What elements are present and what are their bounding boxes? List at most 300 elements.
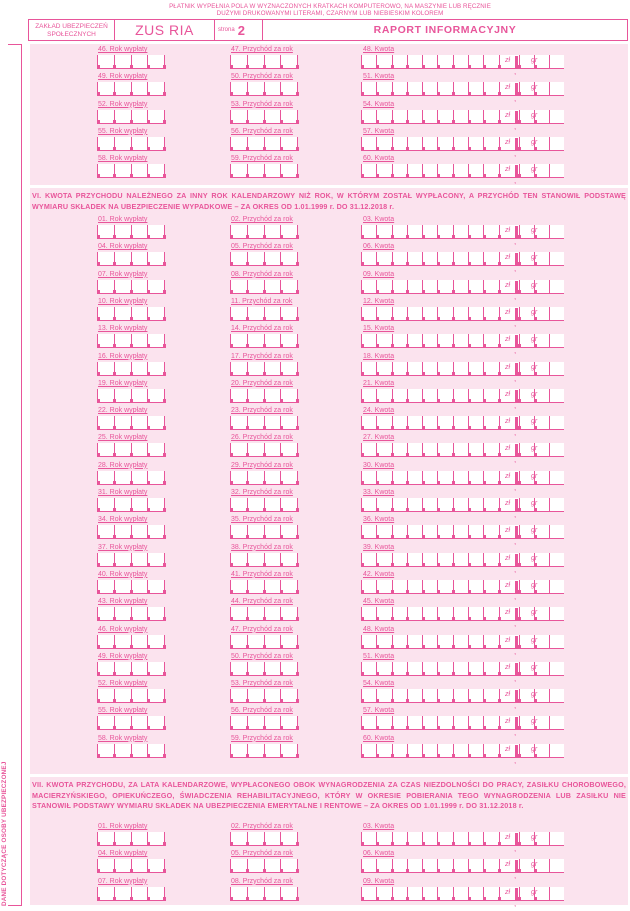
zl-digit-box <box>422 307 437 320</box>
zl-digit-box <box>361 334 376 347</box>
year-field[interactable] <box>97 82 165 96</box>
year-field[interactable] <box>97 252 165 266</box>
zl-digit-box <box>468 744 483 757</box>
digit-box <box>97 280 114 293</box>
zl-digit-box <box>407 280 422 293</box>
digit-box <box>247 82 264 95</box>
digit-box <box>147 832 165 845</box>
gr-label: gr <box>531 472 538 480</box>
digit-box <box>147 689 165 702</box>
zl-digit-box <box>468 498 483 511</box>
income-label: 47. Przychód za rok <box>231 46 293 53</box>
zl-digit-box <box>407 553 422 566</box>
digit-box <box>264 859 281 872</box>
field-row <box>0 462 630 489</box>
year-field[interactable] <box>97 859 165 873</box>
zl-digit-box <box>361 164 376 177</box>
zl-digit-box <box>483 225 498 238</box>
digit-box <box>230 82 247 95</box>
income-year-field[interactable] <box>230 362 298 376</box>
digit-box <box>114 859 131 872</box>
income-year-field[interactable] <box>230 662 298 676</box>
year-label: 55. Rok wypłaty <box>98 707 148 715</box>
digit-box <box>114 498 131 511</box>
digit-box <box>230 334 247 347</box>
amount-label: 21. Kwota <box>363 379 395 387</box>
zl-digit-box <box>453 389 468 402</box>
zl-digit-box <box>468 471 483 484</box>
gr-label: gr <box>531 138 538 146</box>
year-label: 49. Rok wypłaty <box>98 73 148 81</box>
digit-box <box>147 307 165 320</box>
zl-digit-box <box>483 744 498 757</box>
zl-label: zł <box>505 527 511 535</box>
digit-box <box>131 744 148 757</box>
digit-box <box>280 252 298 265</box>
income-year-field[interactable] <box>230 832 298 846</box>
digit-box <box>97 55 114 68</box>
year-label: 31. Rok wypłaty <box>98 489 148 496</box>
zl-digit-box <box>392 471 407 484</box>
income-label: 53. Przychód za rok <box>231 100 293 108</box>
digit-box <box>114 607 131 620</box>
amount-field[interactable] <box>361 362 564 376</box>
income-year-field[interactable] <box>230 689 298 703</box>
income-year-field[interactable] <box>230 225 298 239</box>
zl-digit-box <box>483 471 498 484</box>
digit-box <box>114 471 131 484</box>
year-field[interactable] <box>97 498 165 512</box>
digit-box <box>114 225 131 238</box>
digit-box <box>131 362 148 375</box>
digit-box <box>131 525 148 538</box>
amount-field[interactable] <box>361 443 564 457</box>
year-field[interactable] <box>97 832 165 846</box>
year-field[interactable] <box>97 662 165 676</box>
income-year-field[interactable] <box>230 443 298 457</box>
digit-box <box>230 443 247 456</box>
amount-field[interactable] <box>361 416 564 430</box>
digit-box <box>131 887 148 900</box>
zl-digit-box <box>453 137 468 150</box>
year-field[interactable] <box>97 110 165 124</box>
income-year-field[interactable] <box>230 82 298 96</box>
amount-field[interactable] <box>361 859 564 873</box>
income-label: 11. Przychód za rok <box>231 297 293 305</box>
field-row <box>0 407 630 434</box>
digit-box <box>230 744 247 757</box>
zl-digit-box <box>407 334 422 347</box>
income-label: 59. Przychód za rok <box>231 734 293 742</box>
digit-box <box>97 607 114 620</box>
digit-box <box>264 832 281 845</box>
zl-digit-box <box>422 689 437 702</box>
year-field[interactable] <box>97 225 165 239</box>
zl-digit-box <box>453 635 468 648</box>
year-field[interactable] <box>97 635 165 649</box>
income-year-field[interactable] <box>230 55 298 69</box>
year-field[interactable] <box>97 716 165 730</box>
zl-digit-box <box>453 498 468 511</box>
year-label: 01. Rok wypłaty <box>98 823 148 830</box>
income-year-field[interactable] <box>230 635 298 649</box>
year-field[interactable] <box>97 607 165 621</box>
amount-field[interactable] <box>361 689 564 703</box>
digit-box <box>147 334 165 347</box>
digit-box <box>114 553 131 566</box>
zl-digit-box <box>376 744 391 757</box>
income-year-field[interactable] <box>230 252 298 266</box>
zl-digit-box <box>468 662 483 675</box>
year-field[interactable] <box>97 307 165 321</box>
digit-box <box>131 137 148 150</box>
amount-field[interactable] <box>361 744 564 758</box>
zl-label: zł <box>505 888 511 896</box>
year-field[interactable] <box>97 443 165 457</box>
income-year-field[interactable] <box>230 137 298 151</box>
year-label: 58. Rok wypłaty <box>98 155 148 163</box>
income-year-field[interactable] <box>230 280 298 294</box>
digit-box <box>230 832 247 845</box>
zl-digit-box <box>392 225 407 238</box>
year-field[interactable] <box>97 887 165 901</box>
gr-label: gr <box>531 84 538 92</box>
zl-label: zł <box>505 84 511 92</box>
income-year-field[interactable] <box>230 471 298 485</box>
digit-box <box>131 607 148 620</box>
digit-box <box>264 82 281 95</box>
digit-box <box>264 498 281 511</box>
zl-digit-box <box>468 716 483 729</box>
zl-digit-box <box>437 389 452 402</box>
digit-box <box>247 689 264 702</box>
digit-box <box>264 443 281 456</box>
digit-box <box>280 137 298 150</box>
digit-box <box>147 389 165 402</box>
income-year-field[interactable] <box>230 553 298 567</box>
digit-box <box>264 389 281 402</box>
income-year-field[interactable] <box>230 887 298 901</box>
zl-digit-box <box>437 55 452 68</box>
zl-digit-box <box>453 859 468 872</box>
year-field[interactable] <box>97 689 165 703</box>
field-row <box>0 598 630 625</box>
digit-box <box>114 443 131 456</box>
digit-box <box>280 389 298 402</box>
digit-box <box>97 887 114 900</box>
amount-field[interactable] <box>361 662 564 676</box>
zl-digit-box <box>483 55 498 68</box>
zl-digit-box <box>392 832 407 845</box>
income-label: 32. Przychód za rok <box>231 489 293 496</box>
zl-digit-box <box>392 716 407 729</box>
year-field[interactable] <box>97 280 165 294</box>
zl-digit-box <box>361 607 376 620</box>
form-header <box>28 19 628 41</box>
gr-label: gr <box>531 888 538 896</box>
year-field[interactable] <box>97 334 165 348</box>
digit-box <box>230 498 247 511</box>
gr-label: gr <box>531 834 538 841</box>
year-field[interactable] <box>97 137 165 151</box>
income-year-field[interactable] <box>230 607 298 621</box>
year-field[interactable] <box>97 389 165 403</box>
digit-box <box>114 580 131 593</box>
digit-box <box>147 362 165 375</box>
zl-digit-box <box>468 82 483 95</box>
zl-digit-box <box>437 832 452 845</box>
zl-digit-box <box>453 471 468 484</box>
amount-field[interactable] <box>361 82 564 96</box>
amount-field[interactable] <box>361 307 564 321</box>
income-year-field[interactable] <box>230 416 298 430</box>
zl-digit-box <box>453 744 468 757</box>
amount-field[interactable] <box>361 137 564 151</box>
income-label: 56. Przychód za rok <box>231 707 293 715</box>
zl-label: zł <box>505 718 511 726</box>
amount-label: 51. Kwota <box>363 652 395 660</box>
amount-field[interactable] <box>361 887 564 901</box>
digit-box <box>131 280 148 293</box>
amount-field[interactable] <box>361 553 564 567</box>
income-year-field[interactable] <box>230 744 298 758</box>
field-row <box>0 653 630 680</box>
income-year-field[interactable] <box>230 307 298 321</box>
year-label: 46. Rok wypłaty <box>98 625 148 633</box>
digit-box <box>280 744 298 757</box>
digit-box <box>114 307 131 320</box>
amount-field[interactable] <box>361 164 564 178</box>
field-row <box>0 298 630 325</box>
zl-digit-box <box>483 580 498 593</box>
zl-digit-box <box>422 416 437 429</box>
zl-digit-box <box>483 252 498 265</box>
amount-field[interactable] <box>361 832 564 846</box>
zl-digit-box <box>361 225 376 238</box>
zl-digit-box <box>407 832 422 845</box>
digit-box <box>230 164 247 177</box>
zl-digit-box <box>376 887 391 900</box>
income-label: 29. Przychód za rok <box>231 461 293 469</box>
amount-label: 27. Kwota <box>363 434 395 442</box>
zl-digit-box <box>422 110 437 123</box>
section-6-title: VI. KWOTA PRZYCHODU NALEŻNEGO ZA INNY ROK KALENDARZOWY NIŻ ROK, W KTÓRYM ZOSTAŁ WYPŁACONY, A PRZYCHÓD TEN STANOWIŁ PODSTAWĘ WYMIARU SKŁADEK NA UBEZPIECZENIE WYPADKOWE – ZA OKRES OD 1.01.1999 r. DO 31.12.2018 r. <box>32 191 626 211</box>
income-year-field[interactable] <box>230 716 298 730</box>
zl-digit-box <box>376 334 391 347</box>
digit-box <box>114 832 131 845</box>
zl-digit-box <box>468 580 483 593</box>
digit-box <box>230 307 247 320</box>
year-field[interactable] <box>97 471 165 485</box>
zl-digit-box <box>407 635 422 648</box>
digit-box <box>280 82 298 95</box>
amount-field[interactable] <box>361 498 564 512</box>
digit-box <box>280 443 298 456</box>
digit-box <box>264 164 281 177</box>
digit-box <box>247 580 264 593</box>
amount-field[interactable] <box>361 607 564 621</box>
zl-digit-box <box>422 744 437 757</box>
zl-digit-box <box>468 635 483 648</box>
year-field[interactable] <box>97 744 165 758</box>
digit-box <box>97 443 114 456</box>
income-year-field[interactable] <box>230 389 298 403</box>
zl-digit-box <box>453 334 468 347</box>
year-label: 37. Rok wypłaty <box>98 543 148 551</box>
field-row <box>0 680 630 707</box>
digit-box <box>230 280 247 293</box>
zl-digit-box <box>376 389 391 402</box>
amount-label: 18. Kwota <box>363 352 395 360</box>
zl-digit-box <box>483 525 498 538</box>
zl-digit-box <box>437 662 452 675</box>
income-year-field[interactable] <box>230 525 298 539</box>
zl-label: zł <box>505 390 511 398</box>
digit-box <box>97 334 114 347</box>
zl-digit-box <box>468 137 483 150</box>
amount-field[interactable] <box>361 110 564 124</box>
zl-digit-box <box>483 607 498 620</box>
amount-label: 60. Kwota <box>363 734 395 742</box>
income-year-field[interactable] <box>230 580 298 594</box>
zl-digit-box <box>376 416 391 429</box>
digit-box <box>114 635 131 648</box>
zl-digit-box <box>437 580 452 593</box>
income-year-field[interactable] <box>230 498 298 512</box>
year-label: 19. Rok wypłaty <box>98 379 148 387</box>
digit-box <box>131 662 148 675</box>
year-field[interactable] <box>97 553 165 567</box>
zl-digit-box <box>392 164 407 177</box>
digit-box <box>264 662 281 675</box>
income-year-field[interactable] <box>230 164 298 178</box>
instructions-notice <box>110 3 550 18</box>
digit-box <box>114 334 131 347</box>
zl-digit-box <box>376 498 391 511</box>
zl-digit-box <box>468 689 483 702</box>
income-year-field[interactable] <box>230 334 298 348</box>
digit-box <box>114 416 131 429</box>
digit-box <box>97 498 114 511</box>
digit-box <box>147 744 165 757</box>
field-row <box>0 707 630 734</box>
zl-digit-box <box>422 362 437 375</box>
zl-label: zł <box>505 445 511 453</box>
zl-label: zł <box>505 609 511 617</box>
zl-digit-box <box>361 471 376 484</box>
digit-box <box>114 137 131 150</box>
digit-box <box>247 362 264 375</box>
amount-label: 39. Kwota <box>363 543 395 551</box>
amount-field[interactable] <box>361 55 564 69</box>
zl-digit-box <box>392 416 407 429</box>
zl-digit-box <box>376 252 391 265</box>
digit-box <box>247 443 264 456</box>
gr-label: gr <box>531 745 538 753</box>
amount-field[interactable] <box>361 225 564 239</box>
gr-label: gr <box>531 111 538 119</box>
year-field[interactable] <box>97 416 165 430</box>
digit-box <box>247 389 264 402</box>
digit-box <box>264 307 281 320</box>
income-label: 05. Przychód za rok <box>231 850 293 858</box>
digit-box <box>147 252 165 265</box>
zl-digit-box <box>361 744 376 757</box>
zl-digit-box <box>361 553 376 566</box>
zl-digit-box <box>376 82 391 95</box>
zl-digit-box <box>453 55 468 68</box>
zl-digit-box <box>453 225 468 238</box>
gr-label: gr <box>531 390 538 398</box>
amount-field[interactable] <box>361 635 564 649</box>
amount-field[interactable] <box>361 280 564 294</box>
field-row <box>0 850 630 877</box>
digit-box <box>97 82 114 95</box>
zl-label: zł <box>505 834 511 841</box>
field-row <box>0 571 630 598</box>
income-label: 50. Przychód za rok <box>231 652 293 660</box>
year-field[interactable] <box>97 362 165 376</box>
amount-field[interactable] <box>361 389 564 403</box>
amount-field[interactable] <box>361 525 564 539</box>
amount-field[interactable] <box>361 580 564 594</box>
zl-digit-box <box>407 443 422 456</box>
digit-box <box>280 662 298 675</box>
digit-box <box>114 389 131 402</box>
zl-digit-box <box>361 498 376 511</box>
zl-digit-box <box>437 362 452 375</box>
zl-digit-box <box>376 137 391 150</box>
digit-box <box>264 137 281 150</box>
year-field[interactable] <box>97 525 165 539</box>
zl-digit-box <box>422 471 437 484</box>
income-year-field[interactable] <box>230 110 298 124</box>
digit-box <box>114 280 131 293</box>
digit-box <box>230 362 247 375</box>
digit-box <box>264 280 281 293</box>
zl-digit-box <box>407 744 422 757</box>
digit-box <box>131 334 148 347</box>
digit-box <box>247 307 264 320</box>
amount-field[interactable] <box>361 471 564 485</box>
year-field[interactable] <box>97 55 165 69</box>
income-label: 05. Przychód za rok <box>231 243 293 251</box>
amount-field[interactable] <box>361 716 564 730</box>
digit-box <box>264 416 281 429</box>
digit-box <box>147 82 165 95</box>
amount-label: 30. Kwota <box>363 461 395 469</box>
zl-digit-box <box>407 307 422 320</box>
zl-digit-box <box>483 280 498 293</box>
amount-field[interactable] <box>361 252 564 266</box>
amount-label: 48. Kwota <box>363 46 395 53</box>
zl-digit-box <box>392 334 407 347</box>
amount-field[interactable] <box>361 334 564 348</box>
zl-digit-box <box>483 887 498 900</box>
digit-box <box>147 225 165 238</box>
zl-digit-box <box>468 389 483 402</box>
year-field[interactable] <box>97 580 165 594</box>
zl-digit-box <box>392 498 407 511</box>
year-field[interactable] <box>97 164 165 178</box>
zl-digit-box <box>453 525 468 538</box>
digit-box <box>97 580 114 593</box>
income-year-field[interactable] <box>230 859 298 873</box>
digit-box <box>230 635 247 648</box>
digit-box <box>280 553 298 566</box>
zl-digit-box <box>407 525 422 538</box>
zl-digit-box <box>361 859 376 872</box>
